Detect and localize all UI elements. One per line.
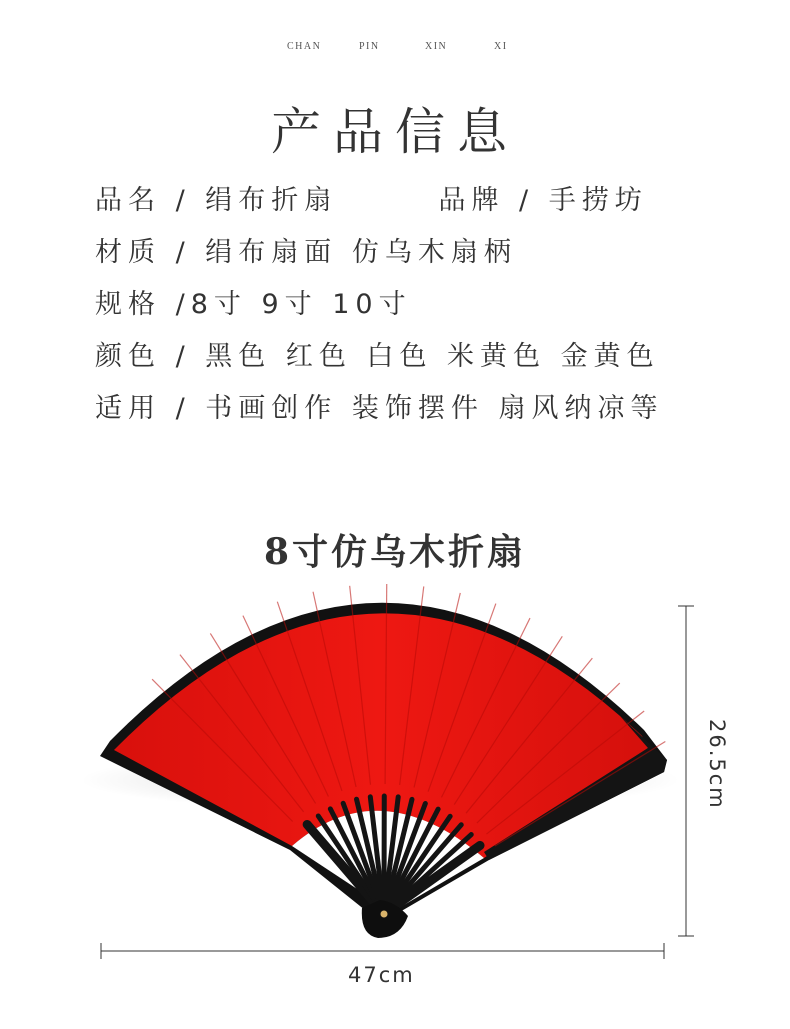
info-row-name-brand bbox=[95, 178, 735, 230]
material-value: 绢布扇面 仿乌木扇柄 bbox=[205, 237, 517, 268]
pinyin-xin: XIN bbox=[425, 41, 448, 52]
width-label: 47cm bbox=[348, 963, 415, 987]
usage-value: 书画创作 装饰摆件 扇风纳凉等 bbox=[205, 393, 664, 424]
color-value: 黑色 红色 白色 米黄色 金黄色 bbox=[205, 341, 660, 372]
product-info-list bbox=[95, 178, 735, 438]
name-value: 绢布折扇 bbox=[205, 185, 338, 216]
height-dimension-line bbox=[678, 606, 694, 936]
usage-label: 适用 / bbox=[95, 393, 191, 424]
fan-rivet bbox=[381, 911, 388, 918]
pinyin-caption bbox=[0, 41, 790, 55]
product-image-area bbox=[0, 570, 790, 1029]
info-row-size bbox=[95, 282, 735, 334]
name-label: 品名 / bbox=[95, 185, 191, 216]
pinyin-pin: PIN bbox=[359, 41, 380, 52]
folding-fan-illustration bbox=[0, 570, 790, 1029]
brand-label: 品牌 / bbox=[438, 185, 535, 216]
product-subtitle: 8寸仿乌木折扇 bbox=[263, 530, 527, 573]
color-label: 颜色 / bbox=[95, 341, 191, 372]
pinyin-chan: CHAN bbox=[287, 41, 322, 52]
brand-value: 手捞坊 bbox=[548, 185, 648, 216]
size-label: 规格 / bbox=[95, 289, 191, 320]
height-label: 26.5cm bbox=[705, 719, 729, 810]
info-row-color bbox=[95, 334, 735, 386]
pinyin-xi: XI bbox=[494, 41, 508, 52]
material-label: 材质 / bbox=[95, 237, 191, 268]
info-row-usage bbox=[95, 386, 735, 438]
size-value: 8寸 9寸 10寸 bbox=[190, 289, 412, 320]
page-title: 产品信息 bbox=[271, 102, 519, 161]
info-row-material bbox=[95, 230, 735, 282]
width-dimension-line bbox=[101, 943, 664, 959]
